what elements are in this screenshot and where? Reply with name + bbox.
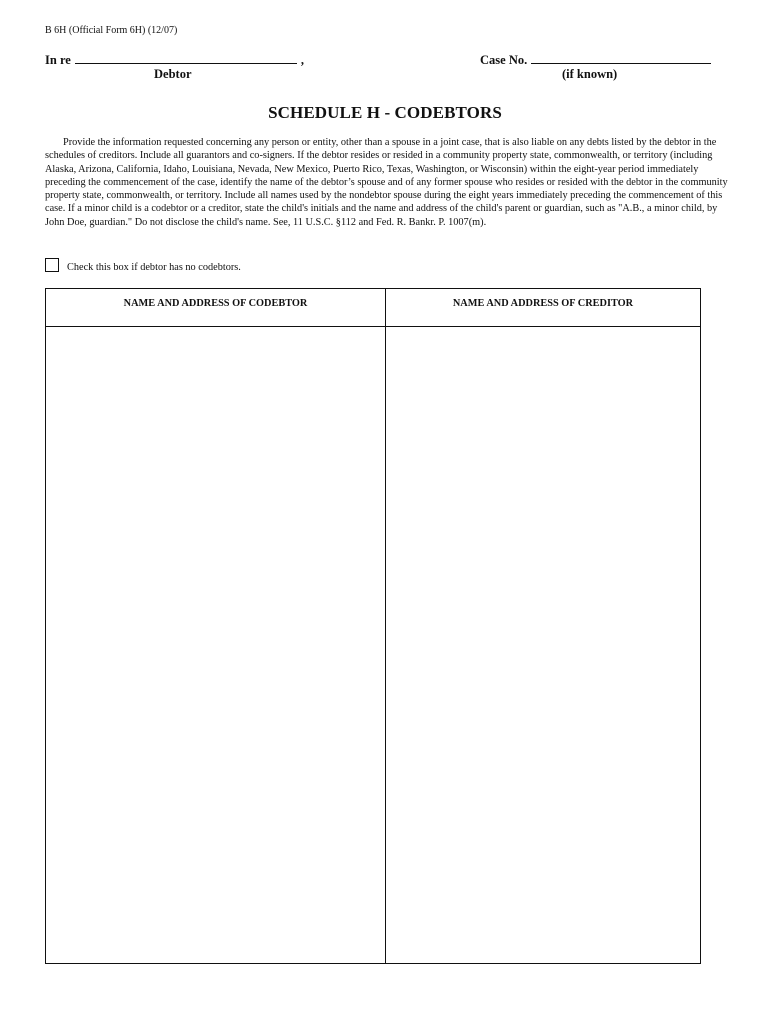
column-header-creditor: NAME AND ADDRESS OF CREDITOR (452, 298, 634, 309)
debtor-name-field[interactable] (75, 51, 297, 64)
no-codebtors-label: Check this box if debtor has no codebtors. (67, 262, 241, 273)
in-re-label: In re (45, 53, 71, 67)
instructions-paragraph: Provide the information requested concerning any person or entity, other than a spouse in a joint case, that is also liable on any debts listed by the debtor in the schedules of creditors. Include all guarantors and co-signers. If the debtor resides or resided in a community property state, commonwealth, or territory (including Alaska, Arizona, California, Idaho, Louisiana, Nevada, New Mexico, Puerto Rico, Texas, Washington, or Wisconsin) within the eight-year period immediately preceding the commencement of the case, identify the name of the debtor’s spouse and of any former spouse who resides or resided with the debtor in the community property state, commonwealth, or territory. Include all names used by the nondebtor spouse during the eight years immediately preceding the commencement of this case. If a minor child is a codebtor or a creditor, state the child's initials and the name and address of the child's parent or guardian, such as "A.B., a minor child, by John Doe, guardian." Do not disclose the child's name. See, 11 U.S.C. §112 and Fed. R. Bankr. P. 1007(m). (45, 137, 728, 228)
codebtor-entry-area[interactable] (46, 327, 385, 963)
debtor-caption: Debtor (154, 67, 192, 81)
no-codebtors-checkbox[interactable] (45, 258, 59, 272)
form-identifier: B 6H (Official Form 6H) (12/07) (45, 25, 178, 36)
in-re-comma: , (300, 53, 304, 67)
case-no-label: Case No. (480, 53, 528, 67)
case-number-line (480, 51, 711, 68)
page-title: SCHEDULE H - CODEBTORS (268, 103, 502, 122)
case-number-field[interactable] (531, 51, 711, 64)
column-header-codebtor: NAME AND ADDRESS OF CODEBTOR (123, 298, 308, 309)
if-known-caption: (if known) (562, 67, 618, 81)
in-re-line (45, 51, 304, 68)
creditor-entry-area[interactable] (386, 327, 700, 963)
codebtors-table (45, 288, 701, 964)
